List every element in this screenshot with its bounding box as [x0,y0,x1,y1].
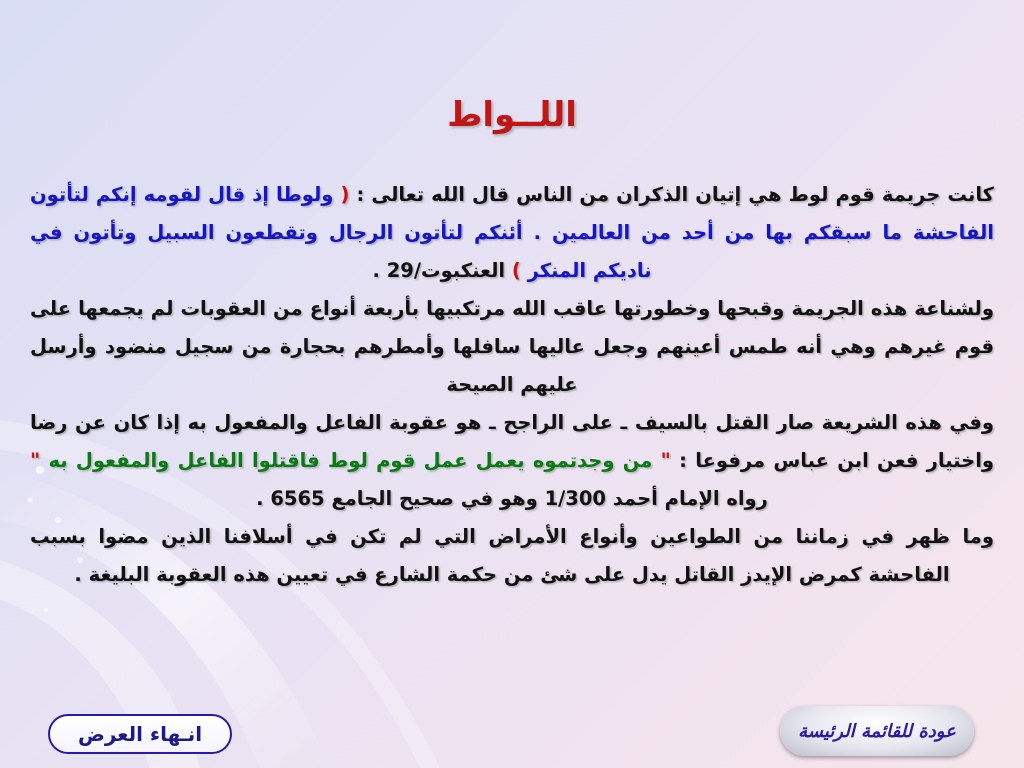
slide-content [30,0,994,768]
slide-title: اللــواط [447,95,577,135]
quote-bracket: " [30,449,49,472]
slide-body-text [30,176,994,594]
paragraph-text: وما ظهر في زماننا من الطواعين وأنواع الأمراض التي لم تكن في أسلافنا الذين مضوا بسبب الفاحشة كمرض الإيدز القاتل يدل على شئ من حكمة الشارع في تعيين هذه العقوبة البليغة . [30,525,994,586]
quran-verse-text: ولوطا إذ قال لقومه إنكم لتأتون الفاحشة ما سبقكم بها من أحد من العالمين . أئنكم لتأتون الرجال وتقطعون السبيل وتأتون في ناديكم المنكر [30,183,994,282]
body-paragraph [30,404,994,518]
paragraph-text: ولشناعة هذه الجريمة وقبحها وخطورتها عاقب الله مرتكبيها بأربعة أنواع من العقوبات لم يجمعها على قوم غيرهم وهي أنه طمس أعينهم وجعل عاليها سافلها وأمطرهم بحجارة من سجيل منضود وأرسل عليهم الصيحة [30,297,994,396]
body-paragraph [30,176,994,290]
body-paragraph [30,518,994,594]
end-show-button[interactable]: انـهاء العرض [48,714,232,754]
quote-bracket: ) [505,259,521,282]
body-paragraph [30,290,994,404]
paragraph-text: كانت جريمة قوم لوط هي إتيان الذكران من الناس قال الله تعالى : [349,183,994,206]
paragraph-text: وفي هذه الشريعة صار القتل بالسيف ـ على الراجح ـ هو عقوبة الفاعل والمفعول به إذا كان عن رضا واختيار فعن ابن عباس مرفوعا : [30,411,995,472]
quote-bracket: ( [333,183,350,206]
back-to-main-menu-button[interactable]: عودة للقائمة الرئيسة [780,706,974,756]
paragraph-text: رواه الإمام أحمد 1/300 وهو في صحيح الجامع 6565 . [256,487,768,510]
hadith-text: من وجدتموه يعمل عمل قوم لوط فاقتلوا الفاعل والمفعول به [48,449,653,472]
paragraph-text: العنكبوت/29 . [372,259,506,282]
quote-bracket: " [652,449,671,472]
